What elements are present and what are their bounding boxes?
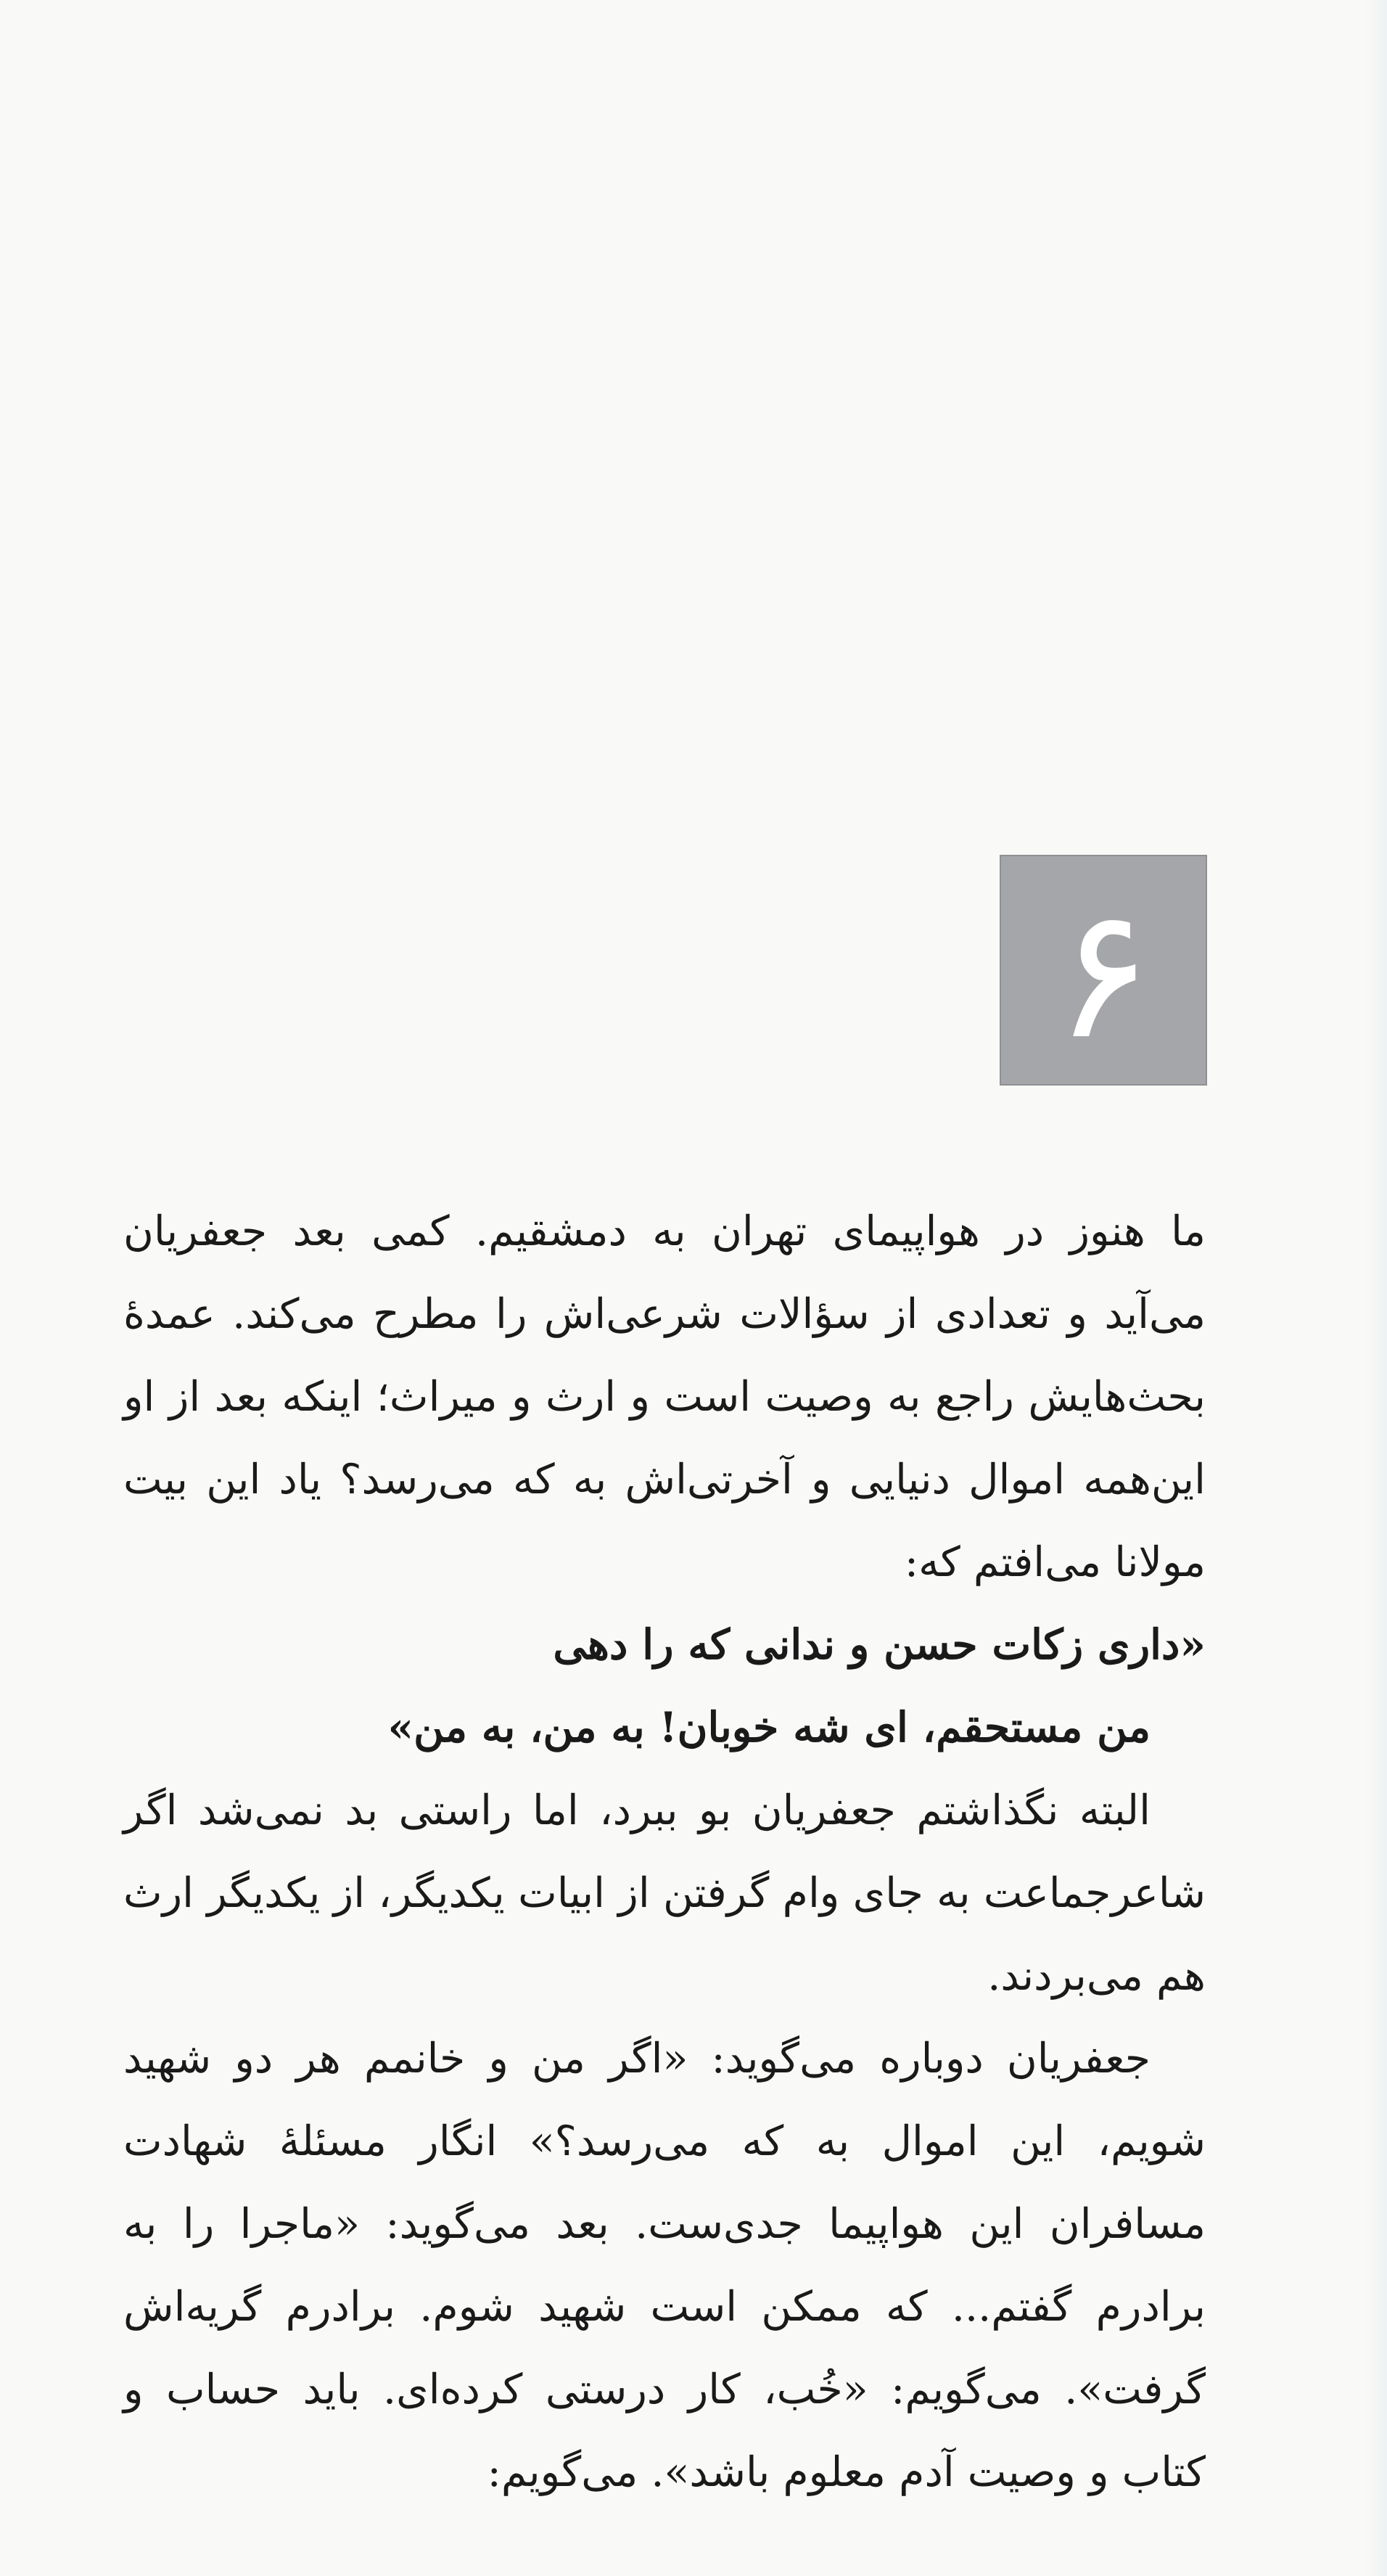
page-edge: [1365, 0, 1387, 2576]
poem-line-2: من مستحقم، ای شه خوبان! به من، به من»: [387, 1703, 1151, 1752]
body-text: [123, 1190, 1206, 2514]
chapter-number-box: [1000, 855, 1207, 1086]
chapter-number: ۶: [1054, 868, 1153, 1079]
paragraph-1: ما هنوز در هواپیمای تهران به دمشقیم. کمی بعد جعفریان می‌آید و تعدادی از سؤالات شرعی‌اش را مطرح می‌کند. عمدهٔ بحث‌هایش راجع به وصیت است و ارث و میراث؛ اینکه بعد از او این‌همه اموال دنیایی و آخرتی‌اش به که می‌رسد؟ یاد این بیت مولانا می‌افتم که:: [123, 1207, 1206, 1586]
poem-line-1: «داری زکات حسن و ندانی که را دهی: [553, 1620, 1206, 1669]
paragraph-2: البته نگذاشتم جعفریان بو ببرد، اما راستی بد نمی‌شد اگر شاعرجماعت به جای وام گرفتن از ابیات یکدیگر، از یکدیگر ارث هم می‌بردند.: [123, 1787, 1206, 2000]
paragraph-3: جعفریان دوباره می‌گوید: «اگر من و خانمم هر دو شهید شویم، این اموال به که می‌رسد؟» انگار مسئلهٔ شهادت مسافران این هواپیما جدی‌ست. بعد می‌گوید: «ماجرا را به برادرم گفتم... که ممکن است شهید شوم. برادرم گریه‌اش گرفت». می‌گویم: «خُب، کار درستی کرده‌ای. باید حساب و کتاب و وصیت آدم معلوم باشد». می‌گویم:: [123, 2035, 1206, 2496]
